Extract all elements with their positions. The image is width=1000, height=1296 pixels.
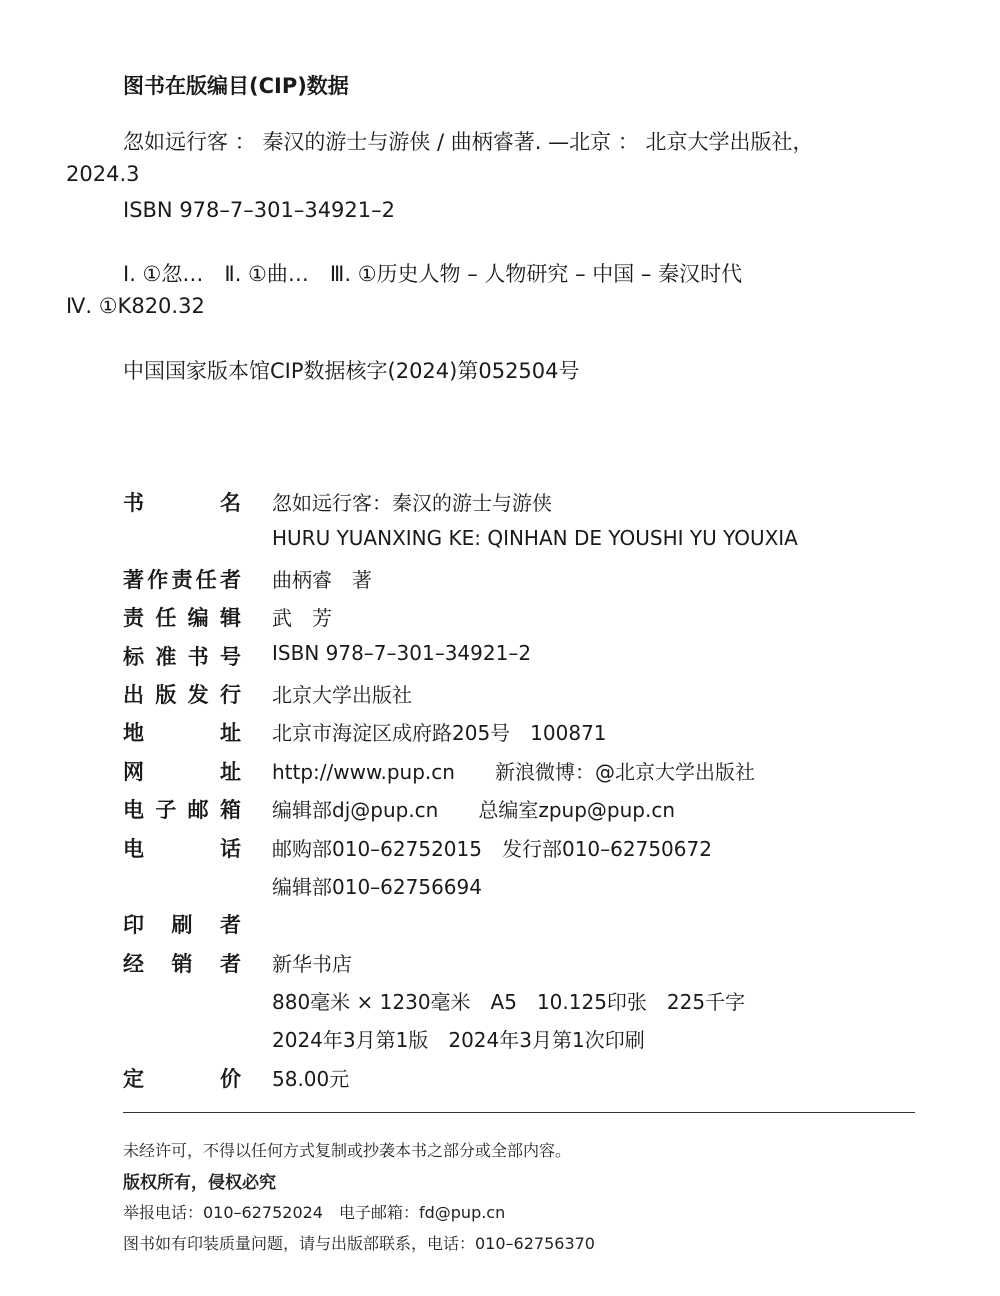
cip-classification: Ⅰ. ①忽… Ⅱ. ①曲… Ⅲ. ①历史人物 – 人物研究 – 中国 – 秦汉时代 <box>123 262 743 286</box>
publisher-label: 出版发行 <box>123 683 241 707</box>
phone-label: 电 话 <box>123 837 241 861</box>
cip-heading: 图书在版编目(CIP)数据 <box>123 74 349 98</box>
distributor: 新华书店 <box>272 952 352 976</box>
book-title-pinyin: HURU YUANXING KE: QINHAN DE YOUSHI YU YOUXIA <box>272 526 798 550</box>
address-label: 地 址 <box>123 721 241 745</box>
website-label: 网 址 <box>123 760 241 784</box>
editor: 武 芳 <box>272 606 332 630</box>
cip-classification-cont: Ⅳ. ①K820.32 <box>66 294 205 318</box>
price: 58.00元 <box>272 1067 350 1091</box>
address: 北京市海淀区成府路205号 100871 <box>272 721 607 745</box>
printer-label: 印 刷 者 <box>123 913 241 937</box>
email: 编辑部dj@pup.cn 总编室zpup@pup.cn <box>272 798 676 822</box>
editor-label: 责任编辑 <box>123 606 241 630</box>
phone-line-2: 编辑部010–62756694 <box>272 875 482 899</box>
website: http://www.pup.cn 新浪微博：@北京大学出版社 <box>272 760 755 784</box>
cip-isbn: ISBN 978–7–301–34921–2 <box>123 198 396 222</box>
quality-contact: 图书如有印装质量问题，请与出版部联系，电话：010–62756370 <box>123 1234 595 1253</box>
email-label: 电子邮箱 <box>123 798 241 822</box>
title-label: 书 名 <box>123 491 241 515</box>
copyright-notice: 未经许可，不得以任何方式复制或抄袭本书之部分或全部内容。 <box>123 1141 572 1160</box>
phone-line-1: 邮购部010–62752015 发行部010–62750672 <box>272 837 712 861</box>
price-label: 定 价 <box>123 1067 241 1091</box>
format-spec: 880毫米 × 1230毫米 A5 10.125印张 225千字 <box>272 990 746 1014</box>
report-contact: 举报电话：010–62752024 电子邮箱：fd@pup.cn <box>123 1203 506 1222</box>
isbn: ISBN 978–7–301–34921–2 <box>272 641 532 665</box>
publisher: 北京大学出版社 <box>272 683 412 707</box>
cip-bibliographic-line: 忽如远行客 ： 秦汉的游士与游侠 / 曲柄睿著. —北京 ： 北京大学出版社， <box>123 130 814 154</box>
cip-number: 中国国家版本馆CIP数据核字(2024)第052504号 <box>123 359 580 383</box>
cip-bibliographic-line-cont: 2024.3 <box>66 162 140 186</box>
author: 曲柄睿 著 <box>272 568 372 592</box>
distributor-label: 经 销 者 <box>123 952 241 976</box>
author-label: 著作责任者 <box>123 568 241 592</box>
divider <box>123 1112 915 1113</box>
isbn-label: 标准书号 <box>123 645 241 669</box>
edition-info: 2024年3月第1版 2024年3月第1次印刷 <box>272 1028 645 1052</box>
rights-reserved: 版权所有，侵权必究 <box>123 1173 276 1193</box>
book-title: 忽如远行客：秦汉的游士与游侠 <box>272 491 552 515</box>
